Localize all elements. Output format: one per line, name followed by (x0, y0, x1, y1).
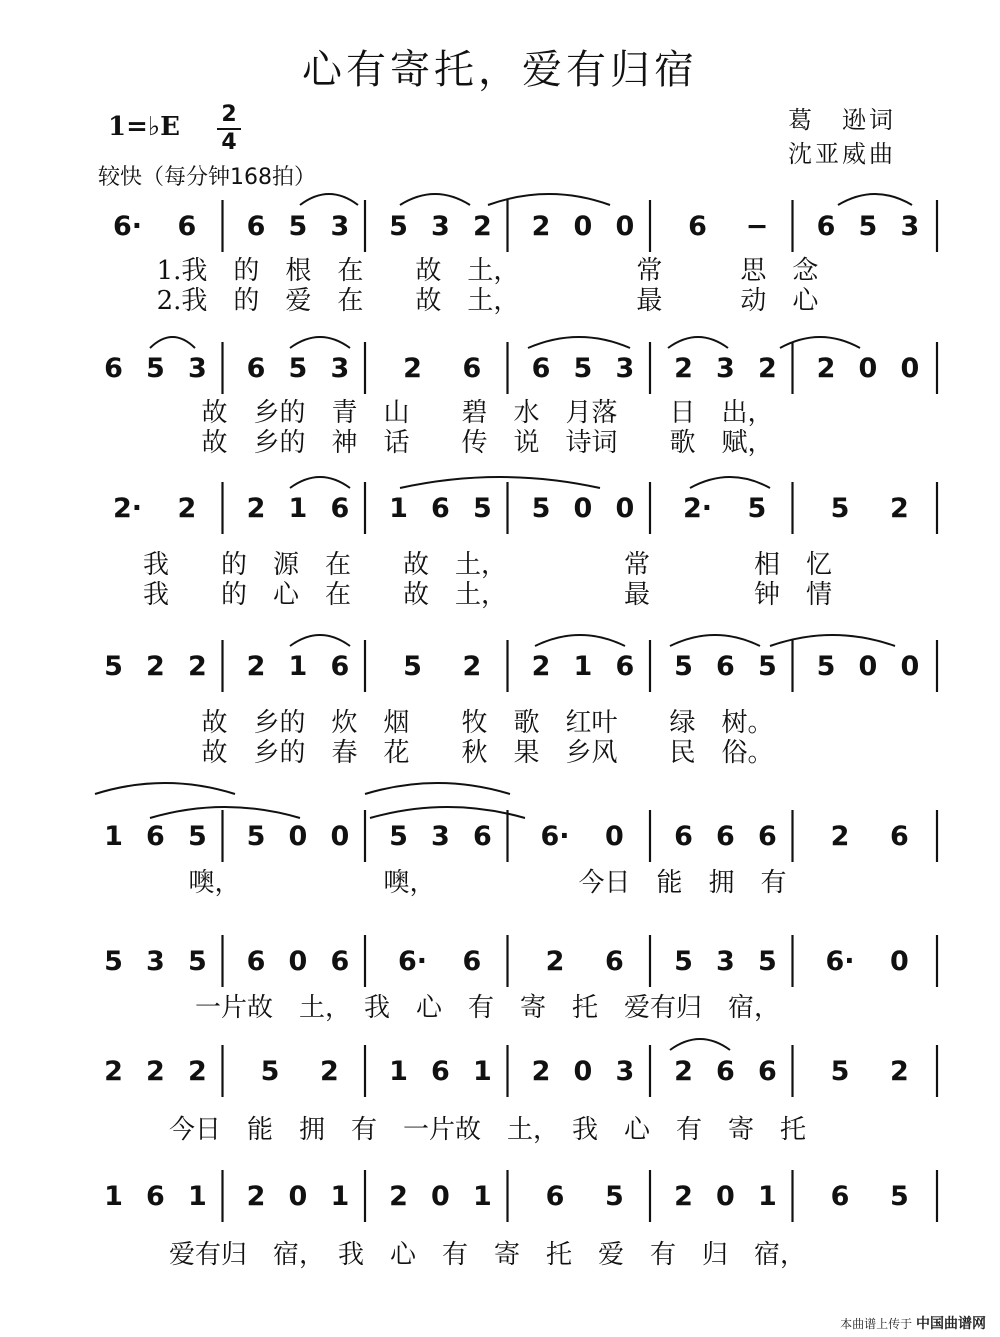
note: 2 (462, 651, 482, 682)
note: 2 (403, 353, 422, 384)
slur (670, 1039, 730, 1050)
note: 2 (889, 1056, 909, 1087)
lyric-line: 故 乡的 神 话 传 说 诗词 歌 赋， (201, 428, 774, 458)
slur (400, 194, 470, 205)
note: 6 (462, 946, 482, 977)
note: 2 (674, 353, 693, 384)
note: 5 (288, 353, 308, 384)
composer-credit: 沈亚威曲 (788, 140, 896, 168)
note: 6 (330, 651, 350, 682)
note: 5 (187, 821, 207, 852)
lyric-line: 爱有归 宿， 我 心 有 寄 托 爱 有 归 宿， (168, 1240, 807, 1270)
note: 5 (757, 946, 777, 977)
note: 0 (889, 946, 909, 977)
note: 1 (472, 1181, 492, 1212)
note: 2· (112, 493, 143, 524)
note: 3 (431, 211, 450, 242)
slur (150, 337, 195, 348)
note: 6 (531, 353, 551, 384)
note: 6 (146, 821, 165, 852)
slur (488, 194, 610, 205)
note: 6 (431, 1056, 450, 1087)
note: 0 (716, 1181, 735, 1212)
note: 5 (246, 821, 266, 852)
note: 5 (403, 651, 422, 682)
lyric-line: 一片故 土， 我 心 有 寄 托 爱有归 宿， (194, 993, 781, 1023)
tempo-marking: 较快（每分钟168拍） (98, 165, 316, 190)
note: 6 (246, 353, 266, 384)
note: 5 (573, 353, 593, 384)
note: 6 (816, 211, 836, 242)
note: 2 (816, 353, 836, 384)
note: 2 (246, 651, 266, 682)
note: 2 (674, 1056, 693, 1087)
note: 2 (472, 211, 492, 242)
note: 6 (889, 821, 909, 852)
note: 6 (716, 651, 735, 682)
slur (668, 337, 728, 348)
slur (770, 635, 895, 646)
note: 2 (246, 493, 266, 524)
note: 1 (389, 1056, 408, 1087)
key-signature: 1=♭E (108, 112, 180, 142)
note: 2 (146, 651, 165, 682)
note: 2 (389, 1181, 408, 1212)
lyric-line: 今日 能 拥 有 一片故 土， 我 心 有 寄 托 (168, 1115, 807, 1145)
note: 6 (674, 821, 693, 852)
note: 6· (540, 821, 570, 852)
note: 1 (104, 1181, 123, 1212)
slur (365, 783, 510, 794)
note: 2 (187, 1056, 207, 1087)
slur (528, 337, 630, 348)
note: 5 (604, 1181, 624, 1212)
note: 3 (716, 353, 735, 384)
note: 6 (757, 821, 777, 852)
note: 2 (757, 353, 777, 384)
lyric-line: 噢， 噢， 今日 能 拥 有 (188, 868, 787, 898)
note: 0 (288, 821, 308, 852)
note: 5 (104, 651, 123, 682)
note: 0 (431, 1181, 450, 1212)
note: 2 (531, 651, 551, 682)
note: 6 (146, 1181, 165, 1212)
note: 0 (615, 493, 635, 524)
note: 2 (187, 651, 207, 682)
note: 2 (545, 946, 565, 977)
note: − (745, 211, 769, 242)
slur (535, 635, 625, 646)
note: 2 (889, 493, 909, 524)
note: 6 (615, 651, 635, 682)
note: 2 (146, 1056, 165, 1087)
note: 5 (816, 651, 836, 682)
note: 6 (604, 946, 624, 977)
note: 2 (246, 1181, 266, 1212)
slur (150, 807, 300, 818)
note: 1 (330, 1181, 350, 1212)
note: 3 (146, 946, 165, 977)
slur (670, 635, 760, 646)
note: 1 (389, 493, 408, 524)
note: 2 (177, 493, 197, 524)
note: 6 (757, 1056, 777, 1087)
note: 5 (674, 651, 693, 682)
note: 1 (288, 493, 308, 524)
note: 5 (531, 493, 551, 524)
note: 6· (112, 211, 143, 242)
note: 5 (674, 946, 693, 977)
footer-prefix: 本曲谱上传于 (840, 1317, 913, 1331)
note: 0 (573, 1056, 593, 1087)
note: 1 (472, 1056, 492, 1087)
note: 2 (674, 1181, 693, 1212)
slur (290, 635, 350, 646)
note: 0 (900, 651, 920, 682)
note: 2· (682, 493, 713, 524)
note: 6 (716, 1056, 735, 1087)
note: 2 (830, 821, 850, 852)
footer-site: 中国曲谱网 (916, 1316, 986, 1332)
note: 5 (389, 821, 408, 852)
note: 6 (330, 493, 350, 524)
slur (838, 194, 912, 205)
lyric-line: 1.我 的 根 在 故 土， 常 思 念 (156, 256, 819, 286)
note: 0 (288, 1181, 308, 1212)
note: 1 (104, 821, 123, 852)
note: 0 (288, 946, 308, 977)
note: 6 (431, 493, 450, 524)
note: 5 (389, 211, 408, 242)
lyric-line: 我 的 心 在 故 土， 最 钟 情 (142, 580, 833, 610)
note: 5 (747, 493, 767, 524)
note: 6 (716, 821, 735, 852)
slur (400, 477, 600, 488)
lyric-line: 故 乡的 炊 烟 牧 歌 红叶 绿 树。 (201, 708, 774, 738)
note: 3 (187, 353, 207, 384)
note: 5 (472, 493, 492, 524)
note: 6 (246, 946, 266, 977)
note: 3 (615, 1056, 635, 1087)
note: 6 (246, 211, 266, 242)
slur (300, 194, 358, 205)
slur (290, 477, 350, 488)
note: 5 (858, 211, 878, 242)
slur (370, 807, 525, 818)
note: 0 (330, 821, 350, 852)
note: 3 (431, 821, 450, 852)
note: 5 (830, 493, 850, 524)
note: 0 (604, 821, 624, 852)
note: 6 (177, 211, 197, 242)
note: 0 (615, 211, 635, 242)
note: 0 (573, 493, 593, 524)
note: 1 (288, 651, 308, 682)
note: 2 (319, 1056, 339, 1087)
slur (290, 337, 350, 348)
note: 3 (900, 211, 920, 242)
note: 3 (330, 211, 350, 242)
time-bottom: 4 (221, 130, 237, 155)
note: 5 (288, 211, 308, 242)
note: 6 (104, 353, 123, 384)
note: 6 (472, 821, 492, 852)
note: 6 (330, 946, 350, 977)
note: 5 (889, 1181, 909, 1212)
note: 5 (260, 1056, 280, 1087)
lyric-line: 我 的 源 在 故 土， 常 相 忆 (142, 550, 833, 580)
note: 0 (900, 353, 920, 384)
note: 5 (146, 353, 165, 384)
footer (840, 1313, 986, 1333)
slur (95, 783, 235, 794)
slur (690, 477, 770, 488)
note: 6· (397, 946, 428, 977)
note: 5 (104, 946, 123, 977)
note: 0 (858, 651, 878, 682)
note: 5 (757, 651, 777, 682)
note: 5 (830, 1056, 850, 1087)
note: 1 (757, 1181, 777, 1212)
song-title: 心有寄托，爱有归宿 (302, 47, 698, 93)
note: 3 (330, 353, 350, 384)
note: 3 (615, 353, 635, 384)
time-top: 2 (221, 102, 237, 127)
lyricist-credit: 葛 逊词 (788, 106, 896, 134)
note: 6 (545, 1181, 565, 1212)
note: 2 (104, 1056, 123, 1087)
note: 6 (688, 211, 707, 242)
note: 6 (462, 353, 482, 384)
note: 1 (187, 1181, 207, 1212)
note: 0 (573, 211, 593, 242)
lyric-line: 2.我 的 爱 在 故 土， 最 动 心 (156, 286, 819, 316)
lyric-line: 故 乡的 青 山 碧 水 月落 日 出， (201, 398, 774, 428)
note: 3 (716, 946, 735, 977)
note: 6· (825, 946, 855, 977)
note: 1 (573, 651, 593, 682)
note: 2 (531, 1056, 551, 1087)
note: 5 (187, 946, 207, 977)
note: 2 (531, 211, 551, 242)
note: 6 (830, 1181, 850, 1212)
lyric-line: 故 乡的 春 花 秋 果 乡风 民 俗。 (201, 738, 774, 768)
note: 0 (858, 353, 878, 384)
